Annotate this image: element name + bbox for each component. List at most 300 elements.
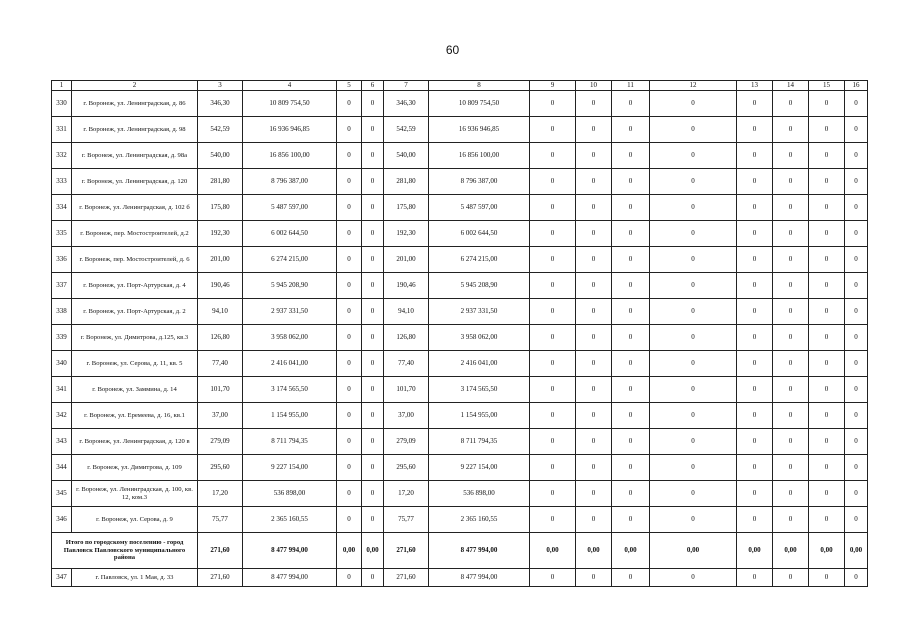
value-cell: 0 (530, 569, 576, 587)
value-cell: 0 (362, 273, 384, 299)
value-cell: 0 (845, 169, 868, 195)
address-cell: г. Воронеж, ул. Заммина, д. 14 (72, 377, 198, 403)
total-value-cell: 271,60 (384, 533, 429, 569)
value-cell: 0 (737, 377, 773, 403)
register-table (51, 80, 868, 587)
value-cell: 0 (737, 481, 773, 507)
value-cell: 0 (362, 569, 384, 587)
value-cell: 0 (650, 273, 737, 299)
value-cell: 0 (612, 507, 650, 533)
value-cell: 0 (576, 429, 612, 455)
value-cell: 0 (337, 91, 362, 117)
cost-cell: 16 936 946,85 (243, 117, 337, 143)
value-cell: 0 (773, 169, 809, 195)
table-row (52, 403, 868, 429)
value-cell: 0 (362, 507, 384, 533)
value-cell: 0 (362, 299, 384, 325)
area-cell: 281,80 (198, 169, 243, 195)
value-cell: 0 (737, 455, 773, 481)
address-cell: г. Воронеж, ул. Порт-Артурская, д. 4 (72, 273, 198, 299)
cost-cell: 16 936 946,85 (429, 117, 530, 143)
area-cell: 75,77 (384, 507, 429, 533)
value-cell: 0 (530, 117, 576, 143)
cost-cell: 5 945 208,90 (243, 273, 337, 299)
cost-cell: 10 809 754,50 (243, 91, 337, 117)
value-cell: 0 (362, 377, 384, 403)
value-cell: 0 (773, 455, 809, 481)
value-cell: 0 (845, 143, 868, 169)
address-cell: г. Воронеж, ул. Димитрова, д.125, кв.3 (72, 325, 198, 351)
value-cell: 0 (809, 299, 845, 325)
value-cell: 0 (737, 169, 773, 195)
value-cell: 0 (530, 221, 576, 247)
value-cell: 0 (650, 481, 737, 507)
table-row (52, 569, 868, 587)
value-cell: 0 (773, 117, 809, 143)
column-number: 2 (72, 81, 198, 91)
row-number-cell: 331 (52, 117, 72, 143)
value-cell: 0 (530, 325, 576, 351)
area-cell: 281,80 (384, 169, 429, 195)
cost-cell: 8 477 994,00 (429, 569, 530, 587)
value-cell: 0 (650, 377, 737, 403)
total-value-cell: 0,00 (337, 533, 362, 569)
value-cell: 0 (650, 195, 737, 221)
column-number: 7 (384, 81, 429, 91)
row-number-cell: 345 (52, 481, 72, 507)
value-cell: 0 (337, 481, 362, 507)
address-cell: г. Воронеж, ул. Серова, д. 9 (72, 507, 198, 533)
value-cell: 0 (845, 325, 868, 351)
total-value-cell: 8 477 994,00 (429, 533, 530, 569)
row-number-cell: 333 (52, 169, 72, 195)
value-cell: 0 (362, 429, 384, 455)
value-cell: 0 (612, 481, 650, 507)
value-cell: 0 (845, 455, 868, 481)
value-cell: 0 (612, 403, 650, 429)
value-cell: 0 (612, 429, 650, 455)
value-cell: 0 (773, 299, 809, 325)
value-cell: 0 (650, 117, 737, 143)
column-number: 11 (612, 81, 650, 91)
value-cell: 0 (530, 507, 576, 533)
value-cell: 0 (530, 403, 576, 429)
cost-cell: 9 227 154,00 (243, 455, 337, 481)
value-cell: 0 (737, 247, 773, 273)
area-cell: 279,09 (198, 429, 243, 455)
value-cell: 0 (737, 429, 773, 455)
value-cell: 0 (576, 481, 612, 507)
area-cell: 94,10 (384, 299, 429, 325)
cost-cell: 3 174 565,50 (243, 377, 337, 403)
total-value-cell: 0,00 (530, 533, 576, 569)
column-number: 9 (530, 81, 576, 91)
total-value-cell: 0,00 (845, 533, 868, 569)
value-cell: 0 (809, 91, 845, 117)
value-cell: 0 (845, 299, 868, 325)
address-cell: г. Павловск, ул. 1 Мая, д. 33 (72, 569, 198, 587)
value-cell: 0 (337, 455, 362, 481)
value-cell: 0 (737, 507, 773, 533)
cost-cell: 6 274 215,00 (243, 247, 337, 273)
value-cell: 0 (737, 569, 773, 587)
row-number-cell: 341 (52, 377, 72, 403)
cost-cell: 3 174 565,50 (429, 377, 530, 403)
value-cell: 0 (773, 143, 809, 169)
area-cell: 190,46 (384, 273, 429, 299)
value-cell: 0 (576, 507, 612, 533)
address-cell: г. Воронеж, ул. Ленинградская, д. 98 (72, 117, 198, 143)
value-cell: 0 (845, 377, 868, 403)
value-cell: 0 (737, 351, 773, 377)
value-cell: 0 (612, 143, 650, 169)
value-cell: 0 (612, 299, 650, 325)
cost-cell: 16 856 100,00 (243, 143, 337, 169)
area-cell: 346,30 (384, 91, 429, 117)
total-value-cell: 0,00 (362, 533, 384, 569)
value-cell: 0 (337, 195, 362, 221)
table-row (52, 273, 868, 299)
area-cell: 77,40 (384, 351, 429, 377)
value-cell: 0 (809, 455, 845, 481)
value-cell: 0 (576, 351, 612, 377)
area-cell: 175,80 (198, 195, 243, 221)
area-cell: 201,00 (384, 247, 429, 273)
value-cell: 0 (576, 117, 612, 143)
area-cell: 192,30 (384, 221, 429, 247)
value-cell: 0 (809, 325, 845, 351)
area-cell: 101,70 (198, 377, 243, 403)
value-cell: 0 (337, 221, 362, 247)
value-cell: 0 (337, 117, 362, 143)
row-number-cell: 334 (52, 195, 72, 221)
total-value-cell: 0,00 (650, 533, 737, 569)
value-cell: 0 (845, 351, 868, 377)
value-cell: 0 (362, 143, 384, 169)
value-cell: 0 (530, 273, 576, 299)
value-cell: 0 (809, 429, 845, 455)
value-cell: 0 (337, 299, 362, 325)
value-cell: 0 (576, 143, 612, 169)
area-cell: 271,60 (384, 569, 429, 587)
table-row (52, 351, 868, 377)
column-number: 8 (429, 81, 530, 91)
cost-cell: 9 227 154,00 (429, 455, 530, 481)
column-number-row (52, 81, 868, 91)
value-cell: 0 (737, 325, 773, 351)
row-number-cell: 342 (52, 403, 72, 429)
value-cell: 0 (612, 247, 650, 273)
area-cell: 37,00 (384, 403, 429, 429)
cost-cell: 6 274 215,00 (429, 247, 530, 273)
table-row (52, 507, 868, 533)
value-cell: 0 (337, 273, 362, 299)
row-number-cell: 335 (52, 221, 72, 247)
value-cell: 0 (612, 117, 650, 143)
area-cell: 94,10 (198, 299, 243, 325)
value-cell: 0 (362, 455, 384, 481)
value-cell: 0 (737, 403, 773, 429)
value-cell: 0 (737, 195, 773, 221)
total-value-cell: 0,00 (576, 533, 612, 569)
area-cell: 201,00 (198, 247, 243, 273)
cost-cell: 1 154 955,00 (429, 403, 530, 429)
value-cell: 0 (337, 143, 362, 169)
address-cell: г. Воронеж, ул. Ленинградская, д. 102 б (72, 195, 198, 221)
value-cell: 0 (737, 117, 773, 143)
value-cell: 0 (845, 507, 868, 533)
value-cell: 0 (530, 429, 576, 455)
area-cell: 271,60 (198, 569, 243, 587)
column-number: 14 (773, 81, 809, 91)
value-cell: 0 (845, 273, 868, 299)
cost-cell: 2 365 160,55 (243, 507, 337, 533)
value-cell: 0 (773, 481, 809, 507)
column-number: 6 (362, 81, 384, 91)
area-cell: 126,80 (384, 325, 429, 351)
table-row (52, 221, 868, 247)
column-number: 1 (52, 81, 72, 91)
table-row (52, 117, 868, 143)
area-cell: 346,30 (198, 91, 243, 117)
address-cell: г. Воронеж, ул. Порт-Артурская, д. 2 (72, 299, 198, 325)
value-cell: 0 (809, 273, 845, 299)
cost-cell: 536 898,00 (429, 481, 530, 507)
value-cell: 0 (650, 569, 737, 587)
address-cell: г. Воронеж, ул. Ленинградская, д. 100, кв. 12, ком.3 (72, 481, 198, 507)
value-cell: 0 (773, 377, 809, 403)
value-cell: 0 (650, 143, 737, 169)
value-cell: 0 (362, 351, 384, 377)
value-cell: 0 (809, 143, 845, 169)
area-cell: 17,20 (198, 481, 243, 507)
column-number: 13 (737, 81, 773, 91)
address-cell: г. Воронеж, ул. Димитрова, д. 109 (72, 455, 198, 481)
value-cell: 0 (530, 481, 576, 507)
area-cell: 542,59 (384, 117, 429, 143)
value-cell: 0 (337, 403, 362, 429)
cost-cell: 3 958 062,00 (429, 325, 530, 351)
cost-cell: 5 487 597,00 (429, 195, 530, 221)
page-number: 60 (445, 43, 460, 57)
cost-cell: 8 711 794,35 (429, 429, 530, 455)
table-row (52, 377, 868, 403)
value-cell: 0 (530, 299, 576, 325)
table-row (52, 169, 868, 195)
row-number-cell: 344 (52, 455, 72, 481)
column-number: 4 (243, 81, 337, 91)
value-cell: 0 (845, 481, 868, 507)
value-cell: 0 (576, 569, 612, 587)
value-cell: 0 (650, 507, 737, 533)
value-cell: 0 (362, 481, 384, 507)
value-cell: 0 (612, 569, 650, 587)
value-cell: 0 (530, 91, 576, 117)
column-number: 16 (845, 81, 868, 91)
address-cell: г. Воронеж, пер. Мостостроителей, д. 6 (72, 247, 198, 273)
value-cell: 0 (337, 377, 362, 403)
value-cell: 0 (773, 351, 809, 377)
value-cell: 0 (576, 221, 612, 247)
area-cell: 101,70 (384, 377, 429, 403)
table-row (52, 455, 868, 481)
value-cell: 0 (773, 273, 809, 299)
value-cell: 0 (576, 325, 612, 351)
value-cell: 0 (845, 403, 868, 429)
value-cell: 0 (845, 569, 868, 587)
cost-cell: 2 365 160,55 (429, 507, 530, 533)
cost-cell: 8 796 387,00 (243, 169, 337, 195)
address-cell: г. Воронеж, ул. Ленинградская, д. 120 в (72, 429, 198, 455)
row-number-cell: 336 (52, 247, 72, 273)
value-cell: 0 (337, 325, 362, 351)
value-cell: 0 (612, 273, 650, 299)
value-cell: 0 (530, 455, 576, 481)
value-cell: 0 (773, 325, 809, 351)
value-cell: 0 (337, 351, 362, 377)
value-cell: 0 (362, 247, 384, 273)
row-number-cell: 337 (52, 273, 72, 299)
cost-cell: 6 002 644,50 (429, 221, 530, 247)
row-number-cell: 338 (52, 299, 72, 325)
value-cell: 0 (612, 169, 650, 195)
area-cell: 279,09 (384, 429, 429, 455)
value-cell: 0 (737, 91, 773, 117)
cost-cell: 8 477 994,00 (243, 569, 337, 587)
table-row (52, 325, 868, 351)
row-number-cell: 343 (52, 429, 72, 455)
value-cell: 0 (809, 351, 845, 377)
cost-cell: 2 937 331,50 (243, 299, 337, 325)
value-cell: 0 (530, 377, 576, 403)
value-cell: 0 (737, 299, 773, 325)
cost-cell: 2 416 041,00 (429, 351, 530, 377)
value-cell: 0 (576, 299, 612, 325)
table-row (52, 143, 868, 169)
value-cell: 0 (809, 169, 845, 195)
value-cell: 0 (845, 221, 868, 247)
table-row (52, 247, 868, 273)
value-cell: 0 (612, 455, 650, 481)
value-cell: 0 (650, 455, 737, 481)
value-cell: 0 (612, 377, 650, 403)
value-cell: 0 (576, 403, 612, 429)
address-cell: г. Воронеж, ул. Ленинградская, д. 120 (72, 169, 198, 195)
value-cell: 0 (650, 91, 737, 117)
value-cell: 0 (650, 429, 737, 455)
cost-cell: 8 796 387,00 (429, 169, 530, 195)
column-number: 5 (337, 81, 362, 91)
value-cell: 0 (362, 325, 384, 351)
row-number-cell: 330 (52, 91, 72, 117)
total-value-cell: 0,00 (612, 533, 650, 569)
area-cell: 542,59 (198, 117, 243, 143)
column-number: 10 (576, 81, 612, 91)
row-number-cell: 347 (52, 569, 72, 587)
value-cell: 0 (576, 195, 612, 221)
value-cell: 0 (530, 195, 576, 221)
cost-cell: 1 154 955,00 (243, 403, 337, 429)
cost-cell: 16 856 100,00 (429, 143, 530, 169)
address-cell: г. Воронеж, ул. Ленинградская, д. 86 (72, 91, 198, 117)
value-cell: 0 (773, 195, 809, 221)
area-cell: 540,00 (384, 143, 429, 169)
area-cell: 37,00 (198, 403, 243, 429)
cost-cell: 3 958 062,00 (243, 325, 337, 351)
value-cell: 0 (845, 117, 868, 143)
value-cell: 0 (650, 351, 737, 377)
table-row (52, 195, 868, 221)
area-cell: 295,60 (384, 455, 429, 481)
value-cell: 0 (773, 569, 809, 587)
value-cell: 0 (809, 195, 845, 221)
column-number: 12 (650, 81, 737, 91)
value-cell: 0 (773, 91, 809, 117)
value-cell: 0 (773, 507, 809, 533)
cost-cell: 536 898,00 (243, 481, 337, 507)
area-cell: 192,30 (198, 221, 243, 247)
value-cell: 0 (362, 169, 384, 195)
value-cell: 0 (612, 221, 650, 247)
row-number-cell: 346 (52, 507, 72, 533)
value-cell: 0 (576, 455, 612, 481)
value-cell: 0 (576, 377, 612, 403)
address-cell: г. Воронеж, ул. Ленинградская, д. 98а (72, 143, 198, 169)
value-cell: 0 (737, 273, 773, 299)
cost-cell: 5 487 597,00 (243, 195, 337, 221)
table-row (52, 429, 868, 455)
total-value-cell: 0,00 (737, 533, 773, 569)
value-cell: 0 (650, 403, 737, 429)
value-cell: 0 (576, 247, 612, 273)
value-cell: 0 (362, 117, 384, 143)
value-cell: 0 (576, 273, 612, 299)
value-cell: 0 (337, 429, 362, 455)
value-cell: 0 (362, 221, 384, 247)
value-cell: 0 (737, 221, 773, 247)
column-number: 15 (809, 81, 845, 91)
value-cell: 0 (650, 221, 737, 247)
area-cell: 295,60 (198, 455, 243, 481)
value-cell: 0 (773, 403, 809, 429)
area-cell: 75,77 (198, 507, 243, 533)
value-cell: 0 (809, 507, 845, 533)
total-row (52, 533, 868, 569)
value-cell: 0 (530, 247, 576, 273)
value-cell: 0 (576, 91, 612, 117)
value-cell: 0 (650, 247, 737, 273)
cost-cell: 2 937 331,50 (429, 299, 530, 325)
address-cell: г. Воронеж, ул. Серова, д. 11, кв. 5 (72, 351, 198, 377)
value-cell: 0 (845, 247, 868, 273)
value-cell: 0 (809, 481, 845, 507)
value-cell: 0 (362, 91, 384, 117)
cost-cell: 8 711 794,35 (243, 429, 337, 455)
row-number-cell: 339 (52, 325, 72, 351)
table-row (52, 299, 868, 325)
value-cell: 0 (362, 403, 384, 429)
total-value-cell: 8 477 994,00 (243, 533, 337, 569)
value-cell: 0 (337, 169, 362, 195)
value-cell: 0 (809, 221, 845, 247)
value-cell: 0 (845, 91, 868, 117)
value-cell: 0 (576, 169, 612, 195)
value-cell: 0 (773, 429, 809, 455)
value-cell: 0 (809, 569, 845, 587)
value-cell: 0 (809, 117, 845, 143)
address-cell: г. Воронеж, ул. Еремеева, д. 16, кв.1 (72, 403, 198, 429)
table-row (52, 481, 868, 507)
